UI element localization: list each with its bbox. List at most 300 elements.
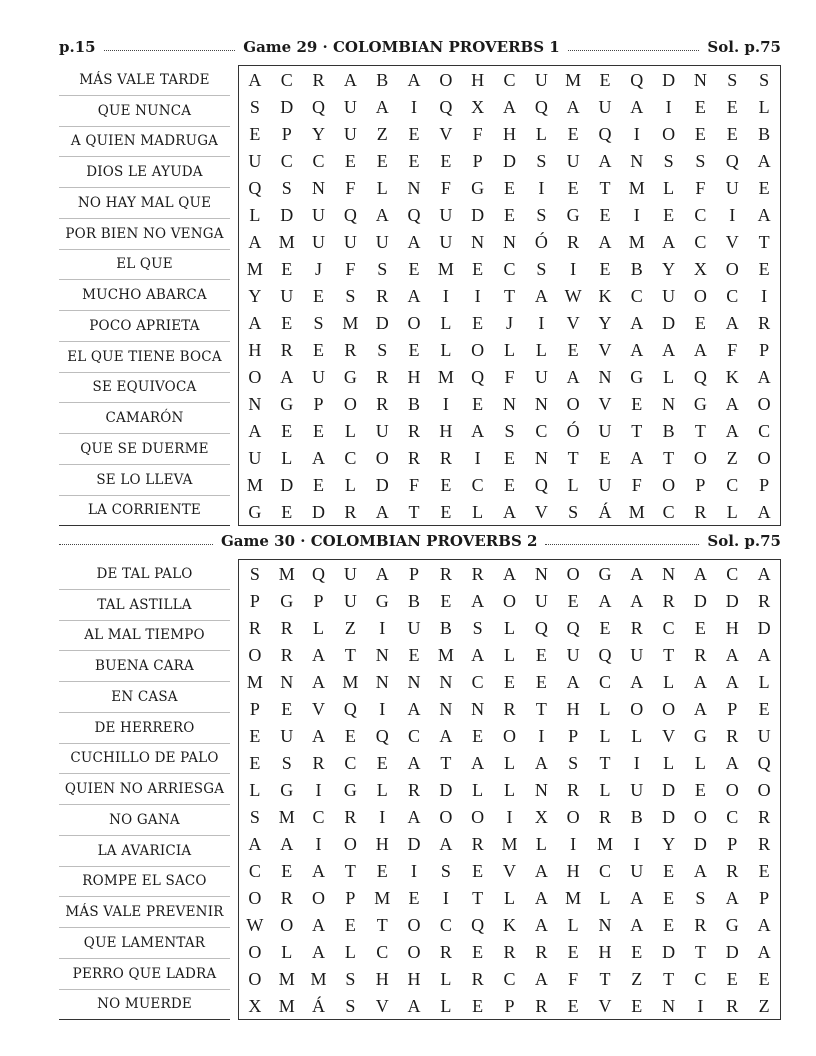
grid-letter: C [726,285,739,306]
grid-letter: L [599,725,611,746]
grid-letter: E [694,779,706,800]
grid-letter: N [662,995,676,1016]
grid-letter: C [312,806,325,827]
grid-letter: O [248,644,262,665]
grid-letter: O [566,806,580,827]
grid-letter: B [630,258,643,279]
grid-letter: O [630,698,644,719]
grid-letter: Q [534,474,548,495]
grid-letter: E [440,474,452,495]
grid-letter: A [439,725,453,746]
grid-letter: X [471,96,485,117]
grid-letter: I [442,393,449,414]
grid-letter: A [471,590,485,611]
grid-letter: A [248,231,262,252]
grid-letter: D [662,941,676,962]
grid-letter: Q [312,96,326,117]
grid-letter: E [408,887,420,908]
grid-letter: A [630,447,644,468]
grid-letter: A [630,563,644,584]
grid-letter: J [315,258,323,279]
grid-letter: T [663,447,675,468]
grid-letter: N [534,563,548,584]
grid-letter: S [345,995,356,1016]
grid-letter: L [694,752,706,773]
grid-letter: N [407,671,421,692]
word-item: NO MUERDE [59,990,230,1021]
grid-letter: E [281,258,293,279]
grid-letter: L [599,698,611,719]
grid-letter: S [727,69,738,90]
grid-letter: L [758,96,770,117]
grid-letter: Y [598,312,612,333]
grid-letter: U [534,69,548,90]
grid-letter: P [249,590,260,611]
grid-letter: E [758,258,770,279]
grid-letter: P [504,995,515,1016]
grid-letter: C [408,725,421,746]
grid-letter: Y [248,285,262,306]
grid-letter: Q [757,752,771,773]
grid-letter: A [407,231,421,252]
grid-letter: U [312,366,326,387]
grid-letter: P [759,887,770,908]
grid-letter: F [345,258,356,279]
grid-letter: A [630,671,644,692]
grid-letter: E [344,914,356,935]
grid-letter: R [439,447,452,468]
grid-letter: Q [471,914,485,935]
grid-letter: G [693,393,707,414]
grid-letter: R [280,887,293,908]
grid-letter: O [662,123,676,144]
grid-letter: E [694,312,706,333]
grid-letter: L [631,725,643,746]
grid-letter: P [727,833,738,854]
grid-letter: Q [566,617,580,638]
grid-letter: R [503,698,516,719]
grid-letter: E [281,698,293,719]
grid-letter: E [631,995,643,1016]
grid-letter: A [502,563,516,584]
grid-letter: Q [693,366,707,387]
grid-letter: A [566,96,580,117]
word-item: LA CORRIENTE [59,496,230,527]
grid-letter: U [312,204,326,225]
grid-letter: E [376,752,388,773]
grid-letter: R [758,590,771,611]
grid-letter: O [693,806,707,827]
grid-letter: T [567,447,579,468]
grid-letter: E [472,860,484,881]
grid-letter: A [502,96,516,117]
grid-letter: A [407,698,421,719]
grid-letter: A [471,752,485,773]
word-item: POR BIEN NO VENGA [59,219,230,250]
grid-letter: M [501,833,518,854]
grid-letter: C [280,150,293,171]
grid-letter: V [598,995,612,1016]
grid-letter: S [345,968,356,989]
grid-letter: L [281,447,293,468]
grid-letter: E [758,860,770,881]
grid-letter: F [504,366,515,387]
letter-grid [238,65,781,526]
grid-letter: I [379,617,386,638]
grid-letter: Q [407,204,421,225]
grid-letter: E [535,671,547,692]
grid-letter: C [280,69,293,90]
grid-letter: U [598,474,612,495]
grid-letter: P [313,590,324,611]
grid-letter: O [375,447,389,468]
word-item: DIOS LE AYUDA [59,157,230,188]
word-item: AL MAL TIEMPO [59,621,230,652]
grid-letter: A [725,671,739,692]
grid-letter: P [249,698,260,719]
grid-letter: C [694,231,707,252]
grid-letter: R [694,644,707,665]
grid-letter: V [312,698,326,719]
word-item: QUIEN NO ARRIESGA [59,774,230,805]
grid-letter: H [407,968,421,989]
grid-letter: K [502,914,516,935]
grid-letter: C [598,671,611,692]
grid-letter: S [568,501,579,522]
grid-letter: Q [598,123,612,144]
grid-letter: R [408,447,421,468]
grid-letter: R [344,806,357,827]
grid-letter: Y [662,833,676,854]
grid-letter: M [246,671,263,692]
grid-letter: E [663,860,675,881]
grid-letter: O [280,914,294,935]
grid-letter: A [312,914,326,935]
word-item: MUCHO ABARCA [59,280,230,311]
grid-letter: N [439,671,453,692]
grid-letter: U [598,96,612,117]
grid-letter: C [503,968,516,989]
grid-letter: J [505,312,513,333]
grid-letter: U [439,231,453,252]
grid-letter: Ó [534,231,548,252]
grid-letter: B [662,420,675,441]
grid-letter: M [278,968,295,989]
grid-letter: C [503,258,516,279]
grid-letter: D [280,474,294,495]
grid-letter: E [567,590,579,611]
grid-letter: G [280,393,294,414]
grid-letter: E [599,258,611,279]
grid-letter: E [663,887,675,908]
grid-letter: A [598,150,612,171]
grid-letter: D [280,204,294,225]
grid-letter: O [502,590,516,611]
grid-letter: M [437,366,454,387]
grid-letter: U [343,123,357,144]
grid-letter: R [662,590,675,611]
grid-letter: E [631,393,643,414]
grid-letter: A [312,725,326,746]
word-item: MÁS VALE TARDE [59,65,230,96]
grid-letter: A [757,644,771,665]
grid-letter: R [439,563,452,584]
grid-letter: E [281,501,293,522]
grid-letter: H [566,860,580,881]
grid-letter: N [598,914,612,935]
grid-letter: M [246,474,263,495]
grid-letter: U [312,231,326,252]
grid-letter: U [757,725,771,746]
grid-letter: M [246,258,263,279]
grid-letter: L [503,887,515,908]
grid-letter: A [757,366,771,387]
grid-letter: H [375,833,389,854]
grid-letter: L [503,644,515,665]
grid-letter: Z [758,995,770,1016]
grid-letter: E [376,150,388,171]
grid-letter: A [757,204,771,225]
grid-letter: E [694,617,706,638]
grid-letter: H [725,617,739,638]
grid-letter: D [662,69,676,90]
grid-letter: E [663,914,675,935]
grid-letter: L [663,366,675,387]
dot-leader [59,544,213,545]
grid-letter: A [534,285,548,306]
word-item: NO GANA [59,805,230,836]
grid-letter: C [439,914,452,935]
grid-letter: O [248,887,262,908]
grid-letter: C [471,474,484,495]
grid-letter: E [408,123,420,144]
grid-letter: B [630,806,643,827]
grid-letter: A [630,914,644,935]
grid-letter: L [440,339,452,360]
grid-letter: S [568,752,579,773]
grid-letter: R [598,806,611,827]
grid-letter: D [407,833,421,854]
grid-letter: I [315,779,322,800]
grid-letter: C [503,69,516,90]
word-item: QUE NUNCA [59,96,230,127]
grid-letter: G [343,779,357,800]
grid-letter: A [534,914,548,935]
grid-letter: E [758,698,770,719]
grid-letter: I [315,833,322,854]
grid-letter: O [757,393,771,414]
grid-letter: E [472,393,484,414]
grid-letter: A [693,698,707,719]
grid-letter: G [280,779,294,800]
grid-letter: R [758,833,771,854]
grid-letter: L [567,474,579,495]
grid-letter: T [694,941,706,962]
grid-letter: F [695,177,706,198]
grid-letter: S [695,887,706,908]
grid-letter: E [313,285,325,306]
grid-letter: K [598,285,612,306]
grid-letter: D [312,501,326,522]
grid-letter: N [471,231,485,252]
grid-letter: Á [598,501,612,522]
grid-letter: C [248,860,261,881]
puzzle-title: Game 29 · COLOMBIAN PROVERBS 1 [243,38,560,56]
grid-letter: I [633,752,640,773]
grid-letter: T [440,752,452,773]
grid-letter: U [343,96,357,117]
word-list [59,559,230,1020]
grid-letter: M [374,887,391,908]
word-item: SE LO LLEVA [59,465,230,496]
grid-letter: A [375,501,389,522]
grid-letter: E [694,123,706,144]
grid-letter: A [693,671,707,692]
grid-letter: I [761,285,768,306]
grid-letter: C [535,420,548,441]
grid-letter: N [534,393,548,414]
grid-letter: A [757,501,771,522]
grid-letter: S [472,617,483,638]
grid-letter: A [757,150,771,171]
grid-letter: U [630,779,644,800]
grid-letter: L [535,833,547,854]
grid-letter: L [344,420,356,441]
grid-letter: L [503,339,515,360]
grid-letter: A [312,941,326,962]
grid-letter: M [278,995,295,1016]
grid-letter: O [312,887,326,908]
grid-letter: T [344,644,356,665]
grid-letter: N [502,231,516,252]
grid-letter: T [694,420,706,441]
grid-letter: H [248,339,262,360]
grid-letter: I [411,860,418,881]
grid-letter: R [376,285,389,306]
grid-letter: V [598,393,612,414]
grid-letter: Q [312,563,326,584]
grid-letter: S [377,258,388,279]
word-item: EL QUE TIENE BOCA [59,342,230,373]
grid-letter: A [725,887,739,908]
grid-letter: Q [375,725,389,746]
grid-letter: O [566,393,580,414]
grid-letter: L [376,177,388,198]
grid-letter: U [343,231,357,252]
grid-letter: E [567,339,579,360]
grid-letter: G [471,177,485,198]
grid-letter: I [729,204,736,225]
grid-letter: I [570,258,577,279]
grid-letter: Q [248,177,262,198]
grid-letter: F [440,177,451,198]
grid-letter: A [375,204,389,225]
grid-letter: T [535,698,547,719]
grid-letter: A [534,968,548,989]
grid-letter: R [312,69,325,90]
grid-letter: E [631,941,643,962]
grid-letter: L [249,204,261,225]
grid-letter: E [503,204,515,225]
grid-letter: A [725,312,739,333]
grid-letter: D [375,312,389,333]
grid-letter: Y [312,123,326,144]
grid-letter: A [248,69,262,90]
grid-letter: Q [598,644,612,665]
grid-letter: U [407,617,421,638]
grid-letter: E [249,725,261,746]
puzzle-2-header [59,529,781,553]
grid-letter: A [725,752,739,773]
grid-letter: L [281,941,293,962]
grid-letter: O [662,698,676,719]
grid-letter: U [439,204,453,225]
grid-letter: R [280,339,293,360]
grid-letter: E [599,447,611,468]
grid-letter: F [727,339,738,360]
grid-letter: L [535,339,547,360]
grid-letter: T [376,914,388,935]
grid-letter: O [248,968,262,989]
grid-letter: G [375,590,389,611]
grid-letter: Z [376,123,388,144]
grid-letter: O [439,806,453,827]
grid-letter: S [313,312,324,333]
grid-letter: B [376,69,389,90]
grid-letter: I [379,698,386,719]
solution-page: Sol. p.75 [707,532,781,550]
grid-letter: A [407,995,421,1016]
grid-letter: L [567,914,579,935]
grid-letter: X [693,258,707,279]
grid-letter: L [503,779,515,800]
grid-letter: H [598,941,612,962]
grid-letter: Q [534,617,548,638]
grid-letter: C [726,474,739,495]
grid-letter: A [407,285,421,306]
grid-letter: A [725,644,739,665]
grid-letter: D [280,96,294,117]
grid-letter: E [440,590,452,611]
grid-letter: L [599,779,611,800]
grid-letter: Q [439,96,453,117]
grid-letter: Q [630,69,644,90]
grid-letter: L [663,752,675,773]
grid-letter: R [408,420,421,441]
grid-letter: E [313,420,325,441]
grid-letter: A [630,96,644,117]
grid-letter: G [630,366,644,387]
grid-letter: E [472,941,484,962]
word-item: POCO APRIETA [59,311,230,342]
grid-letter: R [312,752,325,773]
grid-letter: R [630,617,643,638]
grid-letter: E [249,123,261,144]
grid-letter: L [663,671,675,692]
grid-letter: R [567,231,580,252]
grid-letter: V [534,501,548,522]
grid-letter: A [662,339,676,360]
grid-letter: E [472,725,484,746]
grid-letter: N [375,671,389,692]
grid-letter: U [662,285,676,306]
grid-letter: E [408,258,420,279]
word-item: A QUIEN MADRUGA [59,127,230,158]
dot-leader [568,50,700,51]
grid-letter: A [693,339,707,360]
grid-letter: R [726,725,739,746]
grid-letter: L [376,779,388,800]
